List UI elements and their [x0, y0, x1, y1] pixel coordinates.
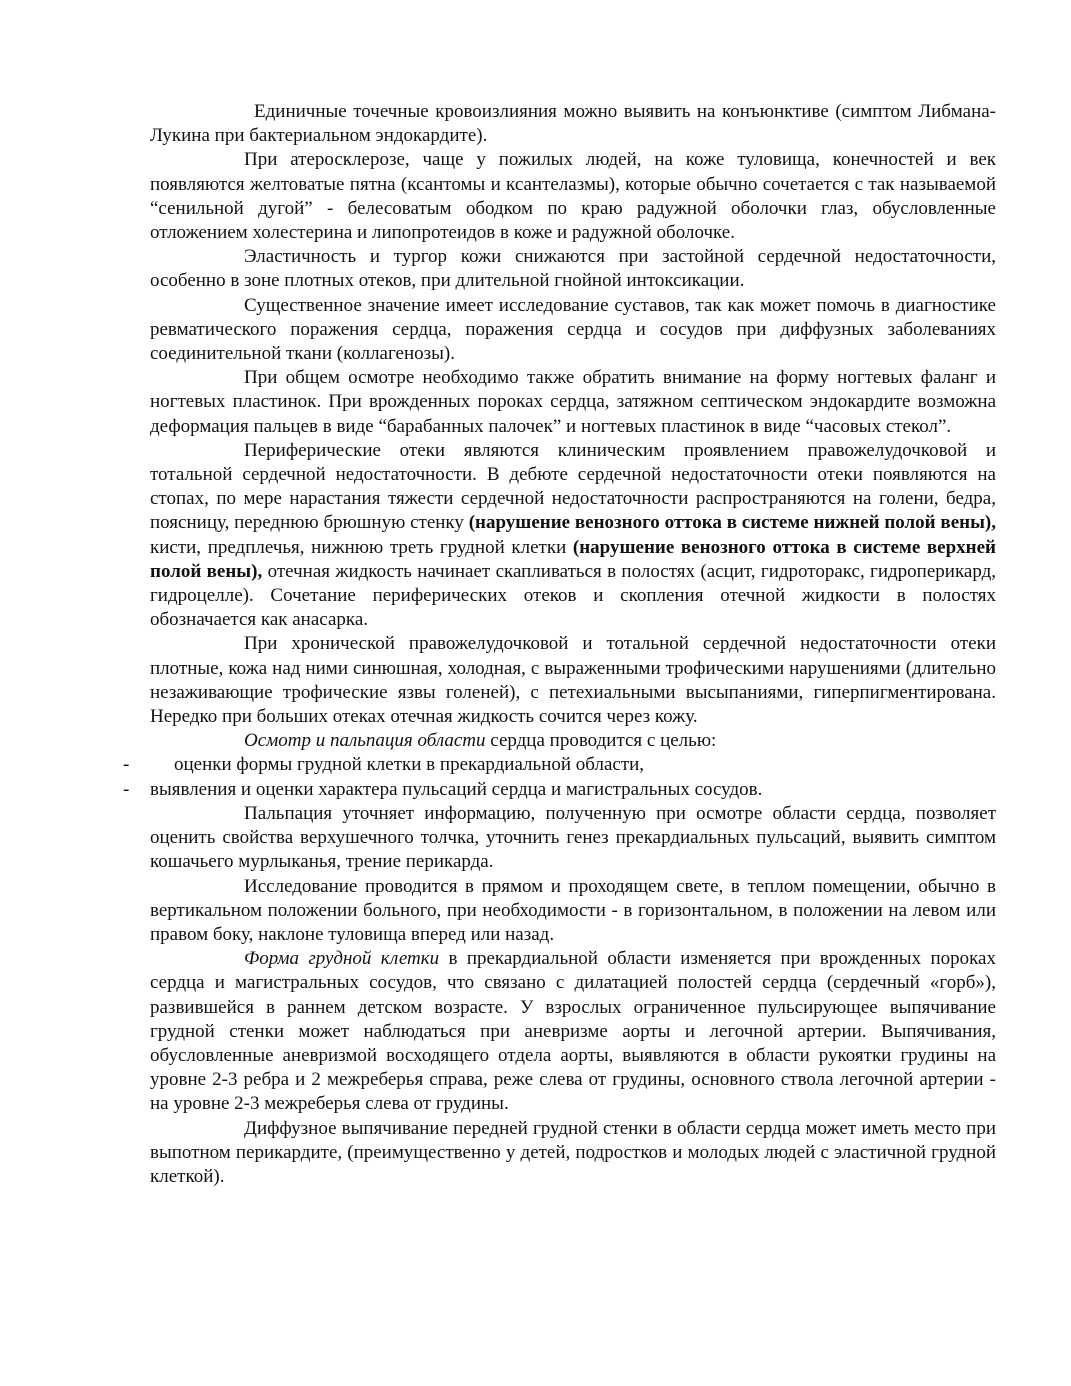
paragraph-p2: [150, 148, 996, 245]
text-run: Исследование проводится в прямом и проходящем свете, в теплом помещении, обычно в вертикальном положении больного, при необходимости - в горизонтальном, в положении на левом или правом боку, наклоне туловища вперед или назад.: [150, 875, 996, 945]
list-item: [123, 778, 996, 802]
italic-text: Осмотр и пальпация области: [244, 730, 486, 752]
paragraph-p4: [150, 294, 996, 367]
text-run: Периферические отеки являются клиническим проявлением правожелудочковой и тотальной сердечной недостаточности. В дебюте сердечной недостаточности отеки появляются на стопах, по мере нарастания тяжести сердечной недостаточности распространяются на голени, бедра, поясницу, переднюю брюшную стенку: [150, 439, 996, 534]
text-run: При хронической правожелудочковой и тотальной сердечной недостаточности отеки плотные, кожа над ними синюшная, холодная, с выраженными трофическими нарушениями (длительно незаживающие трофические язвы голеней), с петехиальными высыпаниями, гиперпигментирована. Нередко при больших отеках отечная жидкость сочится через кожу.: [150, 633, 996, 728]
text-run: Эластичность и тургор кожи снижаются при застойной сердечной недостаточности, особенно в зоне плотных отеков, при длительной гнойной интоксикации.: [150, 246, 996, 292]
list-item-text: оценки формы грудной клетки в прекардиальной области,: [174, 754, 645, 776]
bullet-list: [123, 753, 996, 801]
text-run: Пальпация уточняет информацию, полученную при осмотре области сердца, позволяет оценить свойства верхушечного толчка, уточнить генез прекардиальных пульсаций, выявить симптом кошачьего мурлыканья, трение перикарда.: [150, 802, 996, 873]
text-run: При общем осмотре необходимо также обратить внимание на форму ногтевых фаланг и ногтевых пластинок. При врожденных пороках сердца, затяжном септическом эндокардите возможна деформация пальцев в виде “барабанных палочек” и ногтевых пластинок в виде “часовых стекол”.: [150, 367, 996, 437]
bold-text: (нарушение венозного оттока в системе нижней полой вены),: [468, 512, 996, 534]
text-run: При атеросклерозе, чаще у пожилых людей, на коже туловища, конечностей и век появляются желтоватые пятна (ксантомы и ксантелазмы), которые обычно сочетается с так называемой “сенильной дугой” - белесоватым ободком по краю радужной оболочки глаз, обусловленные отложением холестерина и липопротеидов в коже и радужной оболочке.: [150, 149, 996, 244]
paragraph-p11: [150, 947, 996, 1116]
paragraph-p9: [150, 802, 996, 875]
text-run: отечная жидкость начинает скапливаться в полостях (асцит, гидроторакс, гидроперикард, гидроцелле). Сочетание периферических отеков и скопления отечной жидкости в полостях обозначается как анасарка.: [150, 560, 996, 631]
text-run: в прекардиальной области изменяется при врожденных пороках сердца и магистральных сосудов, что связано с дилатацией полостей сердца (сердечный «горб»), развившейся в раннем детском возрасте. У взрослых ограниченное пульсирующее выпячивание грудной стенки может наблюдаться при аневризме аорты и легочной артерии. Выпячивания, обусловленные аневризмой восходящего отдела аорты, выявляются в области рукоятки грудины на уровне 2-3 ребра и 2 межреберья справа, реже слева от грудины, основного ствола легочной артерии - на уровне 2-3 межреберья слева от грудины.: [150, 948, 996, 1115]
text-block-before-list: [150, 100, 996, 753]
text-run: кисти, предплечья, нижнюю треть грудной клетки: [150, 536, 573, 558]
paragraph-p12: [150, 1117, 996, 1190]
text-run: Существенное значение имеет исследование суставов, так как может помочь в диагностике ревматического поражения сердца, поражения сердца и сосудов при диффузных заболеваниях соединительной ткани (коллагенозы).: [150, 294, 996, 365]
paragraph-p7: [150, 632, 996, 729]
text-block-after-list: [150, 802, 996, 1189]
list-item-text: выявления и оценки характера пульсаций сердца и магистральных сосудов.: [150, 778, 763, 800]
italic-text: Форма грудной клетки: [244, 948, 440, 970]
list-bullet-dash: -: [123, 754, 130, 776]
bold-text: (нарушение венозного оттока в системе верхней полой вены),: [150, 536, 996, 582]
text-run: Единичные точечные кровоизлияния можно выявить на конъюнктиве (симптом Либмана-Лукина при бактериальном эндокардите).: [150, 101, 996, 147]
list-item: [123, 753, 996, 777]
paragraph-p8: [150, 729, 996, 753]
paragraph-p3: [150, 245, 996, 293]
paragraph-p10: [150, 875, 996, 948]
paragraph-p1: [150, 100, 996, 148]
list-bullet-dash: -: [123, 778, 130, 800]
text-run: Диффузное выпячивание передней грудной стенки в области сердца может иметь место при выпотном перикардите, (преимущественно у детей, подростков и молодых людей с эластичной грудной клеткой).: [150, 1117, 996, 1187]
text-run: сердца проводится с целью:: [485, 730, 717, 752]
document-page: [123, 100, 996, 1189]
paragraph-p6: [150, 439, 996, 633]
paragraph-p5: [150, 366, 996, 439]
